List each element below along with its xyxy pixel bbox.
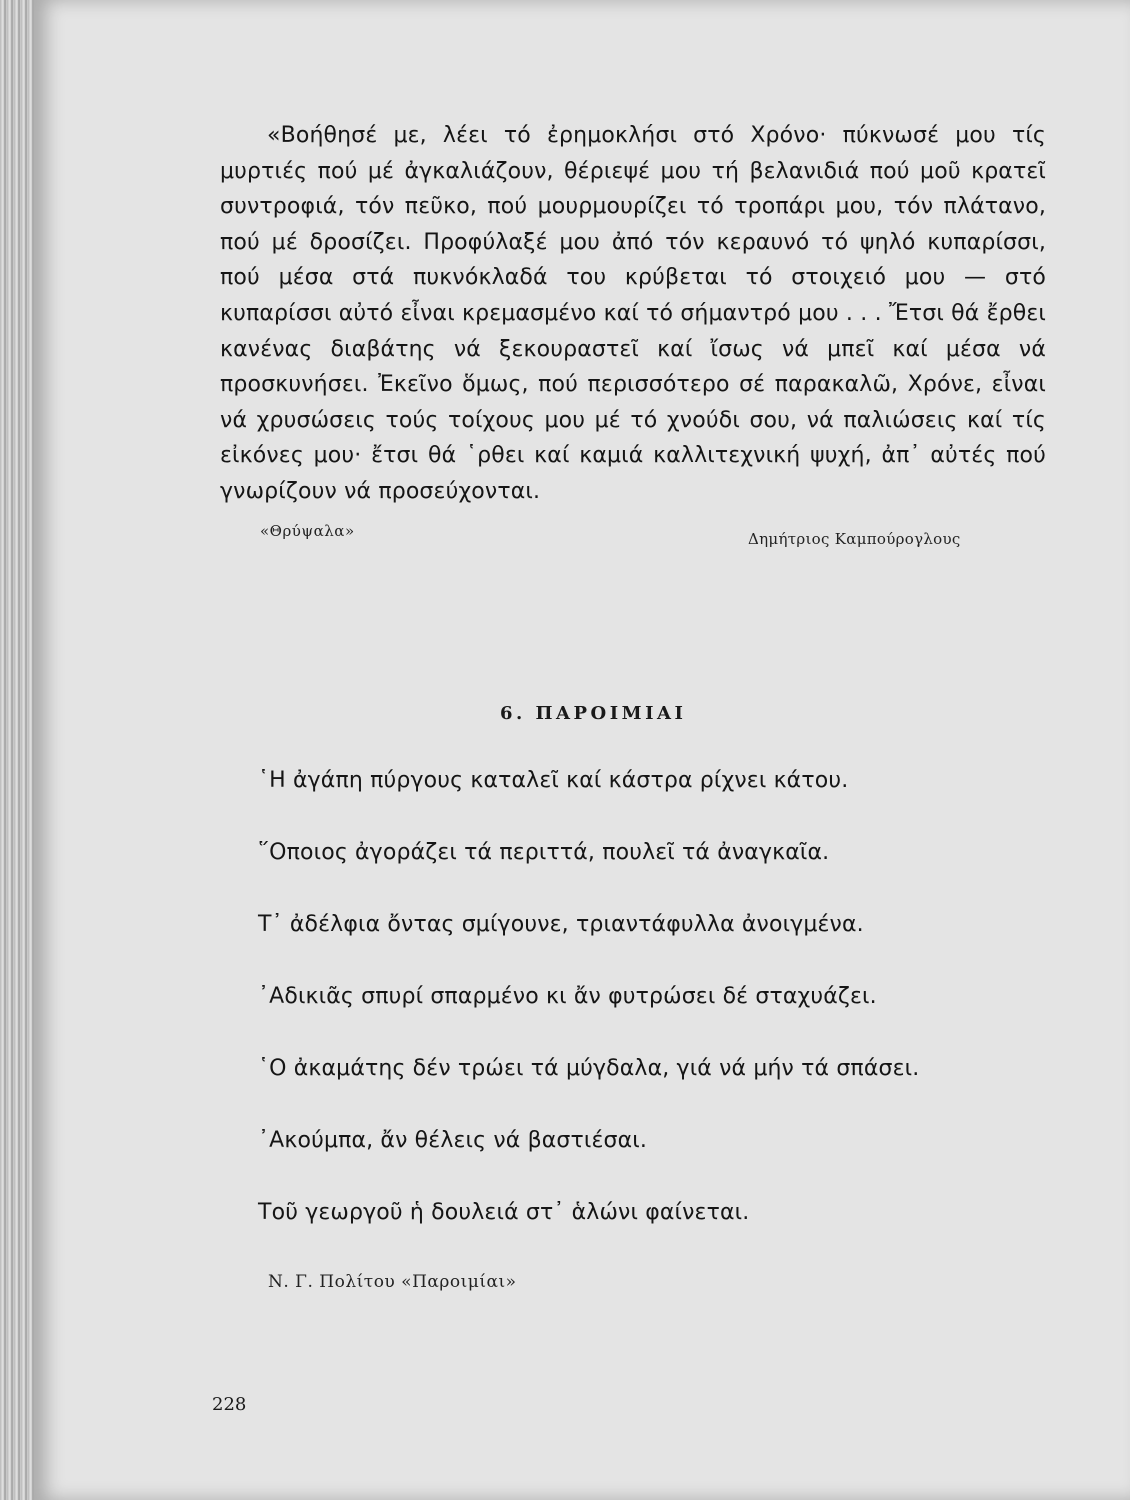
proverb-item: ᾿Ακούμπα, ἄν θέλεις νά βαστιέσαι. [258, 1128, 648, 1153]
proverb-item: ῾Η ἀγάπη πύργους καταλεῖ καί κάστρα ρίχνει κάτου. [258, 768, 849, 793]
passage-paragraph: «Βοήθησέ με, λέει τό ἐρημοκλήσι στό Χρόνο· πύκνωσέ μου τίς μυρτιές πού μέ ἀγκαλιάζουν, θέριεψέ μου τή βελανιδιά πού μοῦ κρατεῖ συντροφιά, τόν πεῦκο, πού μουρμουρίζει τό τροπάρι μου, τόν πλάτανο, πού μέ δροσίζει. Προφύλαξέ μου ἀπό τόν κεραυνό τό ψηλό κυπαρίσσι, πού μέσα στά πυκνόκλαδά του κρύβεται τό στοιχειό μου — στό κυπαρίσσι αὐτό εἶναι κρεμασμένο καί τό σήμαντρό μου . . . Ἔτσι θά ἔρθει κανένας διαβάτης νά ξεκουραστεῖ καί ἴσως νά μπεῖ καί μέσα νά προσκυνήσει. Ἐκεῖνο ὅμως, πού περισσότερο σέ παρακαλῶ, Χρόνε, εἶναι νά χρυσώσεις τούς τοίχους μου μέ τό χνούδι σου, νά παλιώσεις καί τίς εἰκόνες μου· ἔτσι θά ῾ρθει καί καμιά καλλιτεχνική ψυχή, ἀπ᾿ αὐτές πού γνωρίζουν νά προσεύχονται. [220, 123, 1046, 504]
author-name: Δημήτριος Καμπούρογλους [748, 530, 961, 548]
proverb-item: Τοῦ γεωργοῦ ἡ δουλειά στ᾿ ἁλώνι φαίνεται. [258, 1200, 750, 1225]
proverb-item: ῾Ο ἀκαμάτης δέν τρώει τά μύγδαλα, γιά νά μήν τά σπάσει. [258, 1056, 920, 1081]
proverbs-citation: Ν. Γ. Πολίτου «Παροιμίαι» [268, 1272, 517, 1292]
proverb-list [258, 766, 1058, 1270]
source-title: «Θρύψαλα» [260, 522, 355, 540]
proverb-item: Τ᾿ ἀδέλφια ὄντας σμίγουνε, τριαντάφυλλα ἀνοιγμένα. [258, 912, 864, 937]
proverb-item: ῞Οποιος ἀγοράζει τά περιττά, πουλεῖ τά ἀναγκαῖα. [258, 840, 830, 865]
section-heading: 6. ΠΑΡΟΙΜΙΑΙ [500, 703, 687, 724]
proverb-item: ᾿Αδικιᾶς σπυρί σπαρμένο κι ἄν φυτρώσει δέ σταχυάζει. [258, 984, 877, 1009]
page-number: 228 [212, 1394, 247, 1415]
